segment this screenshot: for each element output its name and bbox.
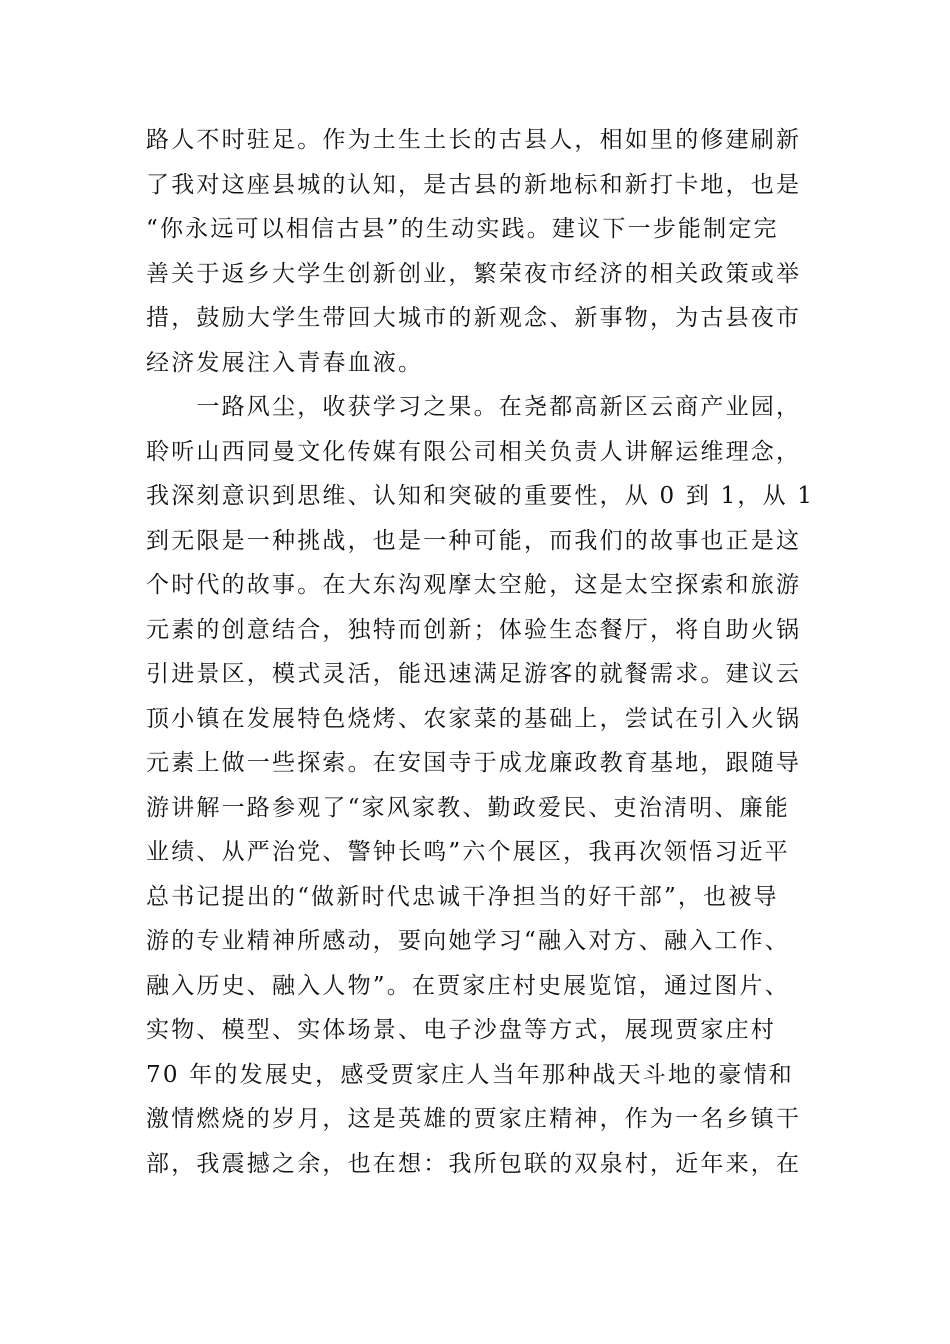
text-line: 实物、模型、实体场景、电子沙盘等方式，展现贾家庄村 — [146, 1017, 776, 1043]
text-line: 经济发展注入青春血液。 — [146, 349, 424, 376]
text-line: 措，鼓励大学生带回大城市的新观念、新事物，为古县夜市 — [146, 305, 802, 331]
text-line: 部，我震撼之余，也在想：我所包联的双泉村，近年来，在 — [146, 1150, 802, 1177]
text-line: 善关于返乡大学生创新创业，繁荣夜市经济的相关政策或举 — [146, 260, 802, 287]
text-line: 路人不时驻足。作为土生土长的古县人，相如里的修建刷新 — [146, 127, 802, 153]
text-line: 个时代的故事。在大东沟观摩太空舱，这是太空探索和旅游 — [146, 572, 802, 598]
text-line: 70 年的发展史，感受贾家庄人当年那种战天斗地的豪情和 — [146, 1061, 794, 1088]
text-line: 聆听山西同曼文化传媒有限公司相关负责人讲解运维理念， — [146, 438, 802, 465]
text-line: 游讲解一路参观了“家风家教、勤政爱民、吏治清明、廉能 — [146, 794, 790, 821]
text-line: 游的专业精神所感动，要向她学习“融入对方、融入工作、 — [146, 928, 790, 954]
text-line: “你永远可以相信古县”的生动实践。建议下一步能制定完 — [146, 216, 779, 242]
text-line: 激情燃烧的岁月，这是英雄的贾家庄精神，作为一名乡镇干 — [146, 1106, 802, 1132]
text-line: 我深刻意识到思维、认知和突破的重要性，从 0 到 1，从 1 — [146, 483, 815, 509]
text-line: 融入历史、融入人物”。在贾家庄村史展览馆，通过图片、 — [146, 972, 790, 999]
text-line: 了我对这座县城的认知，是古县的新地标和新打卡地，也是 — [146, 171, 802, 198]
text-line: 顶小镇在发展特色烧烤、农家菜的基础上，尝试在引入火锅 — [146, 705, 802, 732]
body-text — [146, 118, 818, 1186]
text-line: 引进景区，模式灵活，能迅速满足游客的就餐需求。建议云 — [146, 661, 802, 687]
text-line: 到无限是一种挑战，也是一种可能，而我们的故事也正是这 — [146, 527, 802, 554]
text-line: 业绩、从严治党、警钟长鸣”六个展区，我再次领悟习近平 — [146, 839, 790, 865]
text-line: 元素上做一些探索。在安国寺于成龙廉政教育基地，跟随导 — [146, 750, 802, 776]
text-line: 总书记提出的“做新时代忠诚干净担当的好干部”，也被导 — [146, 883, 779, 910]
text-line: 元素的创意结合，独特而创新；体验生态餐厅，将自助火锅 — [146, 616, 802, 643]
text-line: 一路风尘，收获学习之果。在尧都高新区云商产业园， — [146, 394, 802, 420]
